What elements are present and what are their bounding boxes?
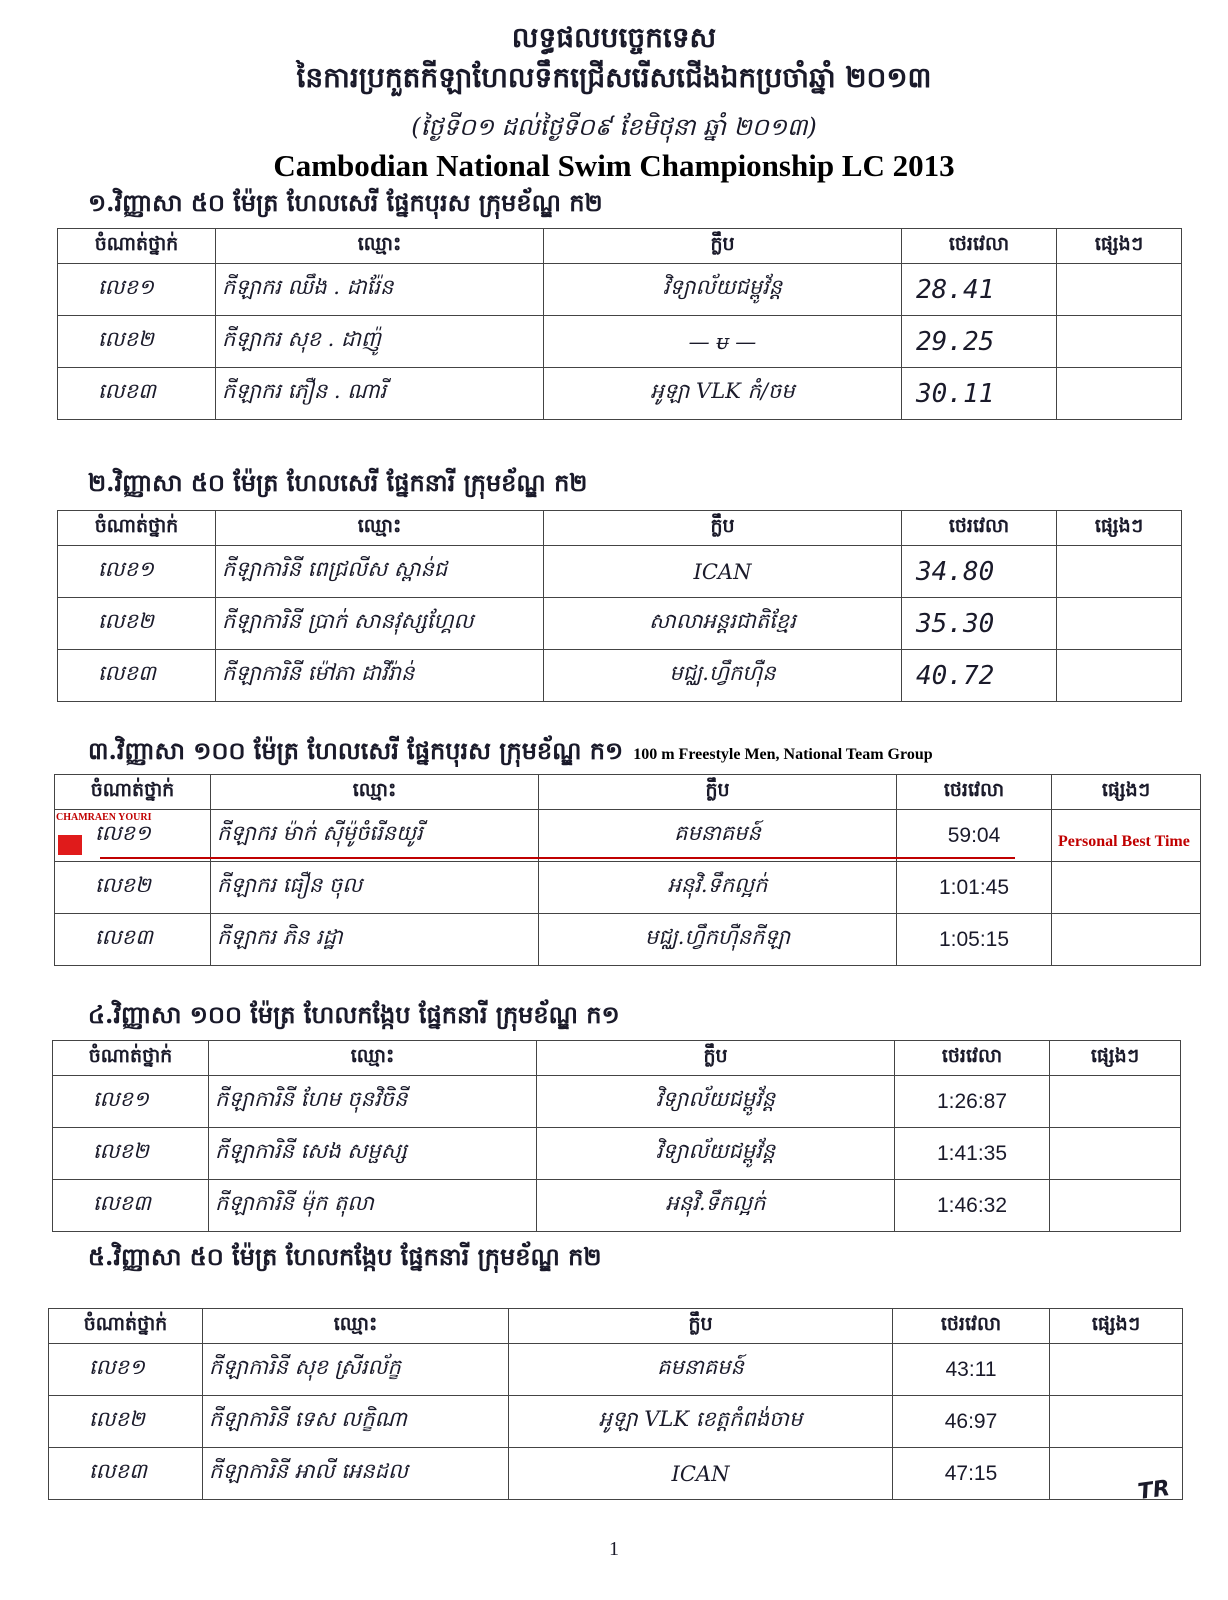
name-cell: កីឡាករ ភឿន . ណារី — [216, 368, 544, 420]
name-cell: កីឡាការិនី ប្រាក់ សានវុស្សហ្គែល — [216, 598, 544, 650]
header-time: ថេរវេលា — [893, 1309, 1050, 1344]
name-cell: កីឡាករ ម៉ាក់ ស៊ីម៉ូចំរើនយូរី — [211, 810, 539, 862]
header-name: ឈ្មោះ — [216, 229, 544, 264]
time-cell: 30.11 — [902, 368, 1057, 420]
club-cell: អនុវិ.ទឹកល្អក់ — [537, 1180, 895, 1232]
table-row — [58, 264, 1182, 316]
table-row — [58, 368, 1182, 420]
rank-cell: លេខ៣ — [49, 1448, 203, 1500]
rank-cell: លេខ១ — [49, 1344, 203, 1396]
header-club: ក្លឹប — [544, 511, 902, 546]
header-rank: ចំណាត់ថ្នាក់ — [49, 1309, 203, 1344]
rank-cell: លេខ១ — [58, 264, 216, 316]
section-3-title-khmer: ៣.វិញ្ញាសា ១០០ ម៉ែត្រ ហែលសេរី ផ្នែកបុរស ក្រុមខ័ណ្ឌ ក១ — [88, 736, 624, 765]
name-cell: កីឡាករ ឈឹង . ដារ៉ែន — [216, 264, 544, 316]
header-rank: ចំណាត់ថ្នាក់ — [53, 1041, 209, 1076]
header-other: ផ្សេងៗ — [1050, 1041, 1181, 1076]
rank-cell: លេខ២ — [58, 598, 216, 650]
other-cell — [1050, 1128, 1181, 1180]
rank-cell: លេខ២ — [58, 316, 216, 368]
table-row — [55, 914, 1201, 966]
time-cell: 29.25 — [902, 316, 1057, 368]
club-cell: អនុវិ.ទឹកល្អក់ — [539, 862, 897, 914]
other-cell — [1057, 316, 1182, 368]
name-cell: កីឡាការិនី ម៉ុក តុលា — [209, 1180, 537, 1232]
table-row — [53, 1180, 1181, 1232]
header-rank: ចំណាត់ថ្នាក់ — [58, 511, 216, 546]
page-number: 1 — [609, 1538, 619, 1560]
name-cell: កីឡាការិនី អាលី អេនដល — [203, 1448, 509, 1500]
rank-cell: លេខ២ — [53, 1128, 209, 1180]
other-cell — [1050, 1344, 1183, 1396]
time-cell: 1:05:15 — [897, 914, 1052, 966]
table-row — [53, 1128, 1181, 1180]
time-cell: 1:01:45 — [897, 862, 1052, 914]
name-cell: កីឡាការិនី ពេជ្រលីស ស្ពាន់ជ — [216, 546, 544, 598]
club-cell: មជ្ឈ.ហ្វឹកហ៊ឺន — [544, 650, 902, 702]
header-name: ឈ្មោះ — [203, 1309, 509, 1344]
results-table-1 — [57, 228, 1182, 420]
club-cell: ICAN — [509, 1448, 893, 1500]
table-row — [49, 1344, 1183, 1396]
winner-label: CHAMRAEN YOURI — [56, 812, 152, 823]
other-cell — [1052, 914, 1201, 966]
name-cell: កីឡាការិនី ទេស លក្ខិណា — [203, 1396, 509, 1448]
header-other: ផ្សេងៗ — [1052, 775, 1201, 810]
table-row — [55, 862, 1201, 914]
name-cell: កីឡាការិនី ម៉ៅភា ដាវីរ៉ាន់ — [216, 650, 544, 702]
club-cell: សាលាអន្តរជាតិខ្មែរ — [544, 598, 902, 650]
other-cell — [1050, 1396, 1183, 1448]
table-header — [55, 775, 1201, 810]
header-club: ក្លឹប — [509, 1309, 893, 1344]
club-cell: អូឡា VLK កំ/ចម — [544, 368, 902, 420]
club-cell: វិទ្យាល័យជម្ពូវ័ន្ត — [544, 264, 902, 316]
title-khmer-2: នៃការប្រកួតកីឡាហែលទឹកជ្រើសរើសជើងឯកប្រចាំឆ្នាំ ២០១៣ — [296, 61, 932, 94]
table-header — [58, 511, 1182, 546]
club-cell: អូឡា VLK ខេត្តកំពង់ចាម — [509, 1396, 893, 1448]
header-name: ឈ្មោះ — [211, 775, 539, 810]
header-rank: ចំណាត់ថ្នាក់ — [58, 229, 216, 264]
table-header — [49, 1309, 1183, 1344]
other-cell — [1057, 264, 1182, 316]
results-table-4 — [52, 1040, 1181, 1232]
header-club: ក្លឹប — [544, 229, 902, 264]
rank-cell: លេខ១ — [55, 810, 211, 862]
time-cell: 1:46:32 — [895, 1180, 1050, 1232]
results-table-5 — [48, 1308, 1183, 1500]
club-cell: វិទ្យាល័យជម្ពូវ័ន្ត — [537, 1128, 895, 1180]
section-3-title — [88, 736, 933, 771]
red-marker-icon — [58, 835, 82, 855]
name-cell: កីឡាការិនី ហែម ចុនវិចិនី — [209, 1076, 537, 1128]
section-4-title: ៤.វិញ្ញាសា ១០០ ម៉ែត្រ ហែលកង្កែប ផ្នែកនារី ក្រុមខ័ណ្ឌ ក១ — [88, 1000, 620, 1029]
header-other: ផ្សេងៗ — [1057, 511, 1182, 546]
table-row — [58, 546, 1182, 598]
header-other: ផ្សេងៗ — [1057, 229, 1182, 264]
header-club: ក្លឹប — [537, 1041, 895, 1076]
time-cell: 1:26:87 — [895, 1076, 1050, 1128]
handwritten-initials: TR — [1136, 1475, 1172, 1506]
rank-cell: លេខ១ — [58, 546, 216, 598]
time-cell: 59:04 — [897, 810, 1052, 862]
club-cell: វិទ្យាល័យជម្ពូវ័ន្ត — [537, 1076, 895, 1128]
time-cell: 28.41 — [902, 264, 1057, 316]
header-rank: ចំណាត់ថ្នាក់ — [55, 775, 211, 810]
time-cell: 47:15 — [893, 1448, 1050, 1500]
personal-best-note: Personal Best Time — [1058, 833, 1190, 850]
other-cell — [1057, 650, 1182, 702]
time-cell: 34.80 — [902, 546, 1057, 598]
time-cell: 1:41:35 — [895, 1128, 1050, 1180]
title-khmer-1: លទ្ធផលបច្ចេកទេស — [511, 21, 717, 54]
header-time: ថេរវេលា — [897, 775, 1052, 810]
other-cell — [1057, 546, 1182, 598]
table-row — [58, 598, 1182, 650]
rank-cell: លេខ៣ — [58, 650, 216, 702]
title-english: Cambodian National Swim Championship LC 2013 — [273, 148, 955, 183]
rank-cell: លេខ៣ — [55, 914, 211, 966]
highlight-underline — [100, 857, 1015, 859]
name-cell: កីឡាការិនី សេង សម្ផស្ស — [209, 1128, 537, 1180]
rank-cell: លេខ២ — [49, 1396, 203, 1448]
table-row — [49, 1396, 1183, 1448]
rank-cell: លេខ៣ — [58, 368, 216, 420]
section-1-title: ១.វិញ្ញាសា ៥០ ម៉ែត្រ ហែលសេរី ផ្នែកបុរស ក្រុមខ័ណ្ឌ ក២ — [88, 188, 603, 217]
other-cell — [1050, 1180, 1181, 1232]
table-header — [58, 229, 1182, 264]
header-time: ថេរវេលា — [902, 511, 1057, 546]
table-row — [58, 316, 1182, 368]
header-time: ថេរវេលា — [895, 1041, 1050, 1076]
other-cell — [1052, 862, 1201, 914]
rank-cell: លេខ៣ — [53, 1180, 209, 1232]
section-5-title: ៥.វិញ្ញាសា ៥០ ម៉ែត្រ ហែលកង្កែប ផ្នែកនារី ក្រុមខ័ណ្ឌ ក២ — [88, 1242, 602, 1271]
results-table-3 — [54, 774, 1201, 966]
section-2-title: ២.វិញ្ញាសា ៥០ ម៉ែត្រ ហែលសេរី ផ្នែកនារី ក្រុមខ័ណ្ឌ ក២ — [88, 468, 588, 497]
results-table-2 — [57, 510, 1182, 702]
rank-cell: លេខ២ — [55, 862, 211, 914]
time-cell: 40.72 — [902, 650, 1057, 702]
section-3-title-english: 100 m Freestyle Men, National Team Group — [633, 746, 933, 763]
header-club: ក្លឹប — [539, 775, 897, 810]
time-cell: 46:97 — [893, 1396, 1050, 1448]
header-other: ផ្សេងៗ — [1050, 1309, 1183, 1344]
time-cell: 43:11 — [893, 1344, 1050, 1396]
club-cell: ICAN — [544, 546, 902, 598]
name-cell: កីឡាករ ភិន រដ្ឋា — [211, 914, 539, 966]
other-cell — [1057, 368, 1182, 420]
club-cell: គមនាគមន៍ — [509, 1344, 893, 1396]
club-cell: — ᵾ — — [544, 316, 902, 368]
club-cell: គមនាគមន៍ — [539, 810, 897, 862]
table-header — [53, 1041, 1181, 1076]
name-cell: កីឡាករ ធឿន ចុល — [211, 862, 539, 914]
other-cell — [1057, 598, 1182, 650]
table-row — [49, 1448, 1183, 1500]
date-range: (ថ្ងៃទី០១ ដល់ថ្ងៃទី០៩ ខែមិថុនា ឆ្នាំ ២០១៣) — [411, 113, 817, 141]
club-cell: មជ្ឈ.ហ្វឹកហ៊ឺនកីឡា — [539, 914, 897, 966]
header-name: ឈ្មោះ — [209, 1041, 537, 1076]
rank-cell: លេខ១ — [53, 1076, 209, 1128]
table-row — [58, 650, 1182, 702]
time-cell: 35.30 — [902, 598, 1057, 650]
header-name: ឈ្មោះ — [216, 511, 544, 546]
table-row — [55, 810, 1201, 862]
table-row — [53, 1076, 1181, 1128]
header-time: ថេរវេលា — [902, 229, 1057, 264]
name-cell: កីឡាការិនី សុខ ស្រីរល័ក្ខ — [203, 1344, 509, 1396]
name-cell: កីឡាករ សុខ . ដាញ៉ូ — [216, 316, 544, 368]
other-cell — [1050, 1076, 1181, 1128]
